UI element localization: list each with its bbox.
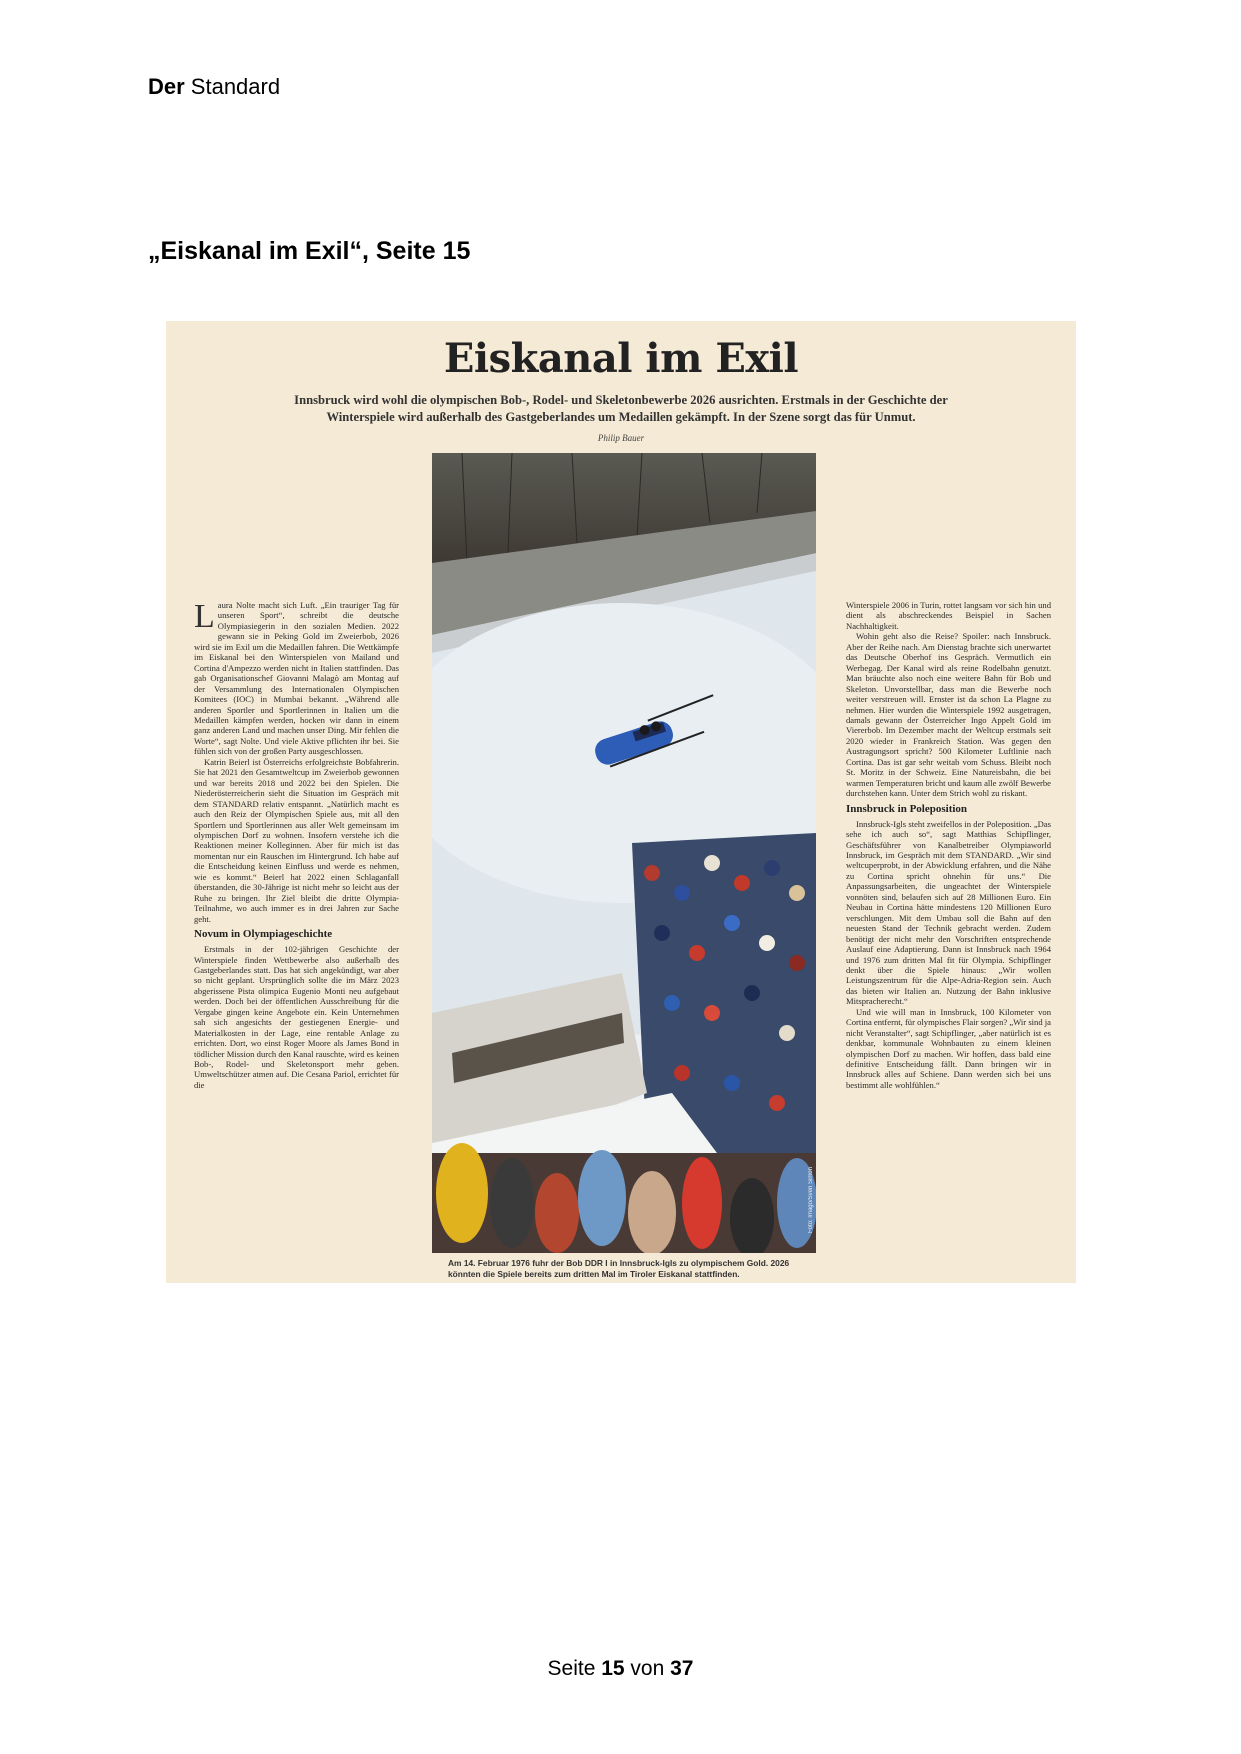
footer-page-total: 37 bbox=[670, 1657, 694, 1680]
article-column-left bbox=[194, 600, 399, 1280]
subheading: Novum in Olympiageschichte bbox=[194, 928, 333, 941]
paragraph: Wohin geht also die Reise? Spoiler: nach Innsbruck. Aber der Reihe nach. Am Dienstag brachte sich unerwartet das Deutsche Oberhof ins Gespräch. Vermutlich ein Werbegag. Der Kanal wird als reine Rodelbahn genutzt. Man bräuchte also noch eine weitere Bahn für Bob und Skeleton. Unvorstellbar, dass man die Bewerbe noch weiter verstreuen will. Ernster ist da schon La Plagne zu nehmen. Hier wurden die Winterspiele 1992 ausgetragen, damals gewann der Österreicher Ingo Appelt Gold im Viererbob. Im Dezember macht der Weltcup erstmals seit 2020 wieder in Frankreich Station. Was gegen den Austragungsort spricht? 500 Kilometer Luftlinie nach Cortina. Das ist gar sehr weitab vom Schuss. Bleibt noch St. Moritz in der Schweiz. Eine Natureisbahn, die bei warmen Temperaturen bricht und kaum alle zwölf Bewerbe durchstehen kann. Unter dem Strich wohl zu riskant. bbox=[846, 631, 1051, 799]
publication-name bbox=[148, 74, 280, 100]
paragraph: Innsbruck-Igls steht zweifellos in der Poleposition. „Das sehe ich auch so“, sagt Matthias Schipflinger, Geschäftsführer von Kanalbetreiber Olympiaworld Innsbruck, im Gespräch mit dem STANDARD. „Wir sind weltcuperprobt, in der Abwicklung erfahren, und die Nähe zu Cortina spricht ohnehin für uns.“ Die Anpassungsarbeiten, die ungeachtet der Winterspiele vonnöten sind, belaufen sich auf 28 Millionen Euro. Ein Neubau in Cortina hätte mindestens 120 Millionen Euro verschlungen. Mit dem Umbau soll die Bahn auf den neuesten Stand der Technik gebracht werden. Zudem benötigt der nicht mehr den Vorschriften entsprechende Auslauf eine Adaptierung. Dann ist Innsbruck nach 1964 und 1976 zum dritten Mal fit für Olympia. Schipflinger denkt über die Spiele hinaus: „Wir wollen Leistungszentrum für die Alpe-Adria-Region sein. Auch das bieten wir Italien an. Nutzung der Bahn inklusive Mitspracherecht.“ bbox=[846, 818, 1051, 1007]
publication-name-bold: Der bbox=[148, 74, 185, 99]
photo-illustration bbox=[432, 453, 816, 1253]
page-footer bbox=[0, 1657, 1241, 1681]
article-column-right bbox=[846, 600, 1051, 1280]
photo-credit: Foto: Imago/Sven Simon bbox=[808, 1166, 814, 1233]
article-headline: Eiskanal im Exil bbox=[443, 335, 799, 382]
article-lead: Innsbruck wird wohl die olympischen Bob-, Rodel- und Skeletonbewerbe 2026 ausrichten. Erstmals in der Geschichte der Winterspiele wird außerhalb des Gastgeberlandes um Medaillen gekämpft. In der Szene sorgt das für Unmut. bbox=[294, 393, 948, 424]
paragraph-text: aura Nolte macht sich Luft. „Ein trauriger Tag für unseren Sport“, schreibt die deutsche Olympiasiegerin in den sozialen Medien. 2022 gewann sie in Peking Gold im Zweierbob, 2026 wird sie im Exil um die Medaillen fahren. Die Wettkämpfe im Eiskanal bei den Winterspielen von Mailand und Cortina d'Ampezzo werden nicht in Italien stattfinden. Das gab Organisationschef Giovanni Malagò am Montag auf der Versammlung des Internationalen Olympischen Komitees (IOC) in Mumbai bekannt. „Während alle anderen Sportler und Sportlerinnen in Italien um die Medaillen kämpfen werden, hocken wir dann in einem ganz anderen Land und machen unser Ding. Mir fehlen die Worte“, sagt Nolte. Und viele Aktive pflichten ihr bei. Sie fühlen sich von der großen Party ausgeschlossen. bbox=[194, 600, 399, 757]
paragraph bbox=[194, 600, 399, 757]
subheading: Innsbruck in Poleposition bbox=[846, 802, 968, 815]
paragraph: Und wie will man in Innsbruck, 100 Kilometer von Cortina entfernt, für olympisches Flair sorgen? „Wir sind ja nicht Veranstalter“, sagt Schipflinger, „aber natürlich ist es denkbar, kommunale Wohnbauten zu einem kleinen olympischen Dorf zu machen. Wir hoffen, dass bald eine definitive Entscheidung fällt. Dann bringen wir in Innsbruck alles auf Schiene. Dann werden sich bei uns bestimmt alle wohlfühlen.“ bbox=[846, 1006, 1051, 1090]
document-heading: „Eiskanal im Exil“, Seite 15 bbox=[148, 237, 471, 265]
publication-name-rest: Standard bbox=[184, 74, 281, 99]
footer-middle: von bbox=[624, 1657, 671, 1680]
photo-caption: Am 14. Februar 1976 fuhr der Bob DDR I in Innsbruck-Igls zu olympischem Gold. 2026 könnten die Spiele bereits zum dritten Mal im Tiroler Eiskanal stattfinden. bbox=[448, 1258, 790, 1279]
paragraph: Erstmals in der 102-jährigen Geschichte der Winterspiele finden Wettbewerbe also außerhalb des Gastgeberlandes statt. Das hat sich angekündigt, war aber so nicht geplant. Ursprünglich sollte die im März 2023 abgerissene Pista olimpica Eugenio Monti neu aufgebaut werden. Doch bei der öffentlichen Ausschreibung für die Vergabe gingen keine Angebote ein. Kein Unternehmen sah sich angesichts der gestiegenen Energie- und Materialkosten in der Lage, eine rentable Anlage zu errichten. Dort, wo einst Roger Moore als James Bond in tödlicher Mission durch den Kanal rauschte, wird es keinen Bob-, Rodel- und Skeletonsport mehr geben. Umweltschützer atmen auf. Die Cesana Pariol, errichtet für die bbox=[194, 944, 399, 1090]
paragraph: Winterspiele 2006 in Turin, rottet langsam vor sich hin und dient als abschreckendes Beispiel in Sachen Nachhaltigkeit. bbox=[846, 600, 1051, 631]
footer-prefix: Seite bbox=[547, 1657, 602, 1680]
paragraph: Katrin Beierl ist Österreichs erfolgreichste Bobfahrerin. Sie hat 2021 den Gesamtweltcup im Zweierbob gewonnen und war bereits 2018 und 2022 bei den Spielen. Die Niederösterreicherin sieht die Situation im Gespräch mit dem STANDARD relativ entspannt. „Natürlich macht es auch den Reiz der Olympischen Spiele aus, mit all den Sportlern und Sportlerinnen aus aller Welt gemeinsam im olympischen Dorf zu wohnen. Insofern verstehe ich die Reaktionen meiner Kolleginnen. Aber für mich ist das momentan nur ein Rauschen im Hintergrund. Ich habe auf die Entscheidung keinen Einfluss und werde es nehmen, wie es kommt.“ Beierl hat 2022 einen Schlaganfall überstanden, die 30-Jährige ist nicht mehr so leicht aus der Ruhe zu bringen. Ihr Ziel bleibt die dritte Olympia-Teilnahme, wo auch immer es in drei Jahren zur Sache geht. bbox=[194, 756, 399, 924]
article-author: Philip Bauer bbox=[597, 433, 645, 443]
drop-cap: L bbox=[194, 600, 215, 635]
footer-page-number: 15 bbox=[601, 1657, 625, 1680]
bobsleigh-photo bbox=[432, 453, 816, 1253]
newspaper-clipping bbox=[166, 321, 1076, 1283]
